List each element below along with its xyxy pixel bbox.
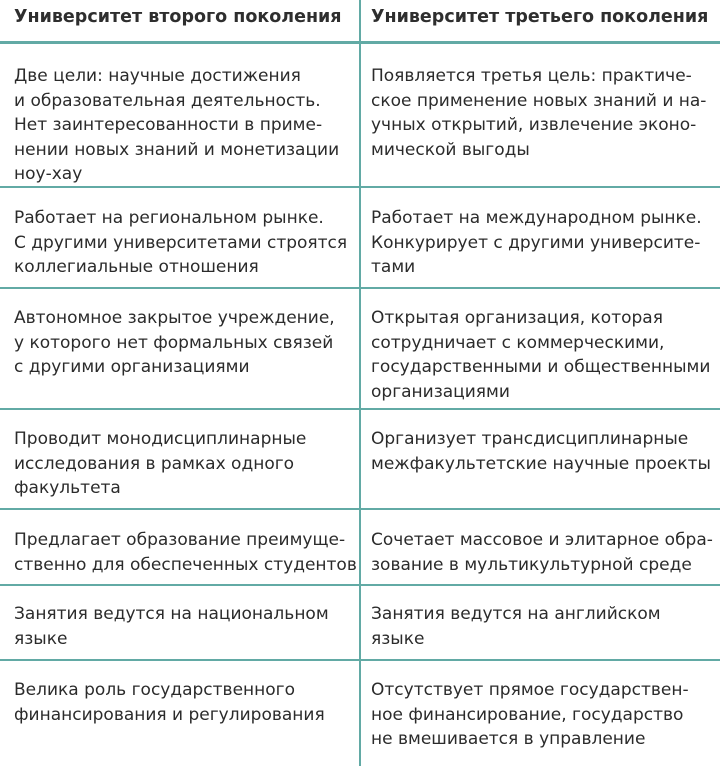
row-divider [0,659,720,661]
second-gen-cell: Автономное закрытое учреждение, у которого нет формальных связей с другими организациями [14,308,335,377]
second-gen-cell: Работает на региональном рынке. С другими университетами строятся коллегиальные отношения [14,208,348,277]
third-gen-cell: Занятия ведутся на английском языке [371,604,661,649]
table-header [0,0,720,43]
row-divider [0,508,720,510]
row-divider [0,584,720,586]
second-gen-cell: Две цели: научные достижения и образовательная деятельность. Нет заинтересованности в приме- нении новых знаний и монетизации ноу-хау [14,66,340,184]
row-divider [0,186,720,188]
third-gen-cell: Организует трансдисциплинарные межфакультетские научные проекты [371,429,711,474]
third-gen-cell: Отсутствует прямое государствен- ное финансирование, государство не вмешивается в управление [371,680,689,749]
header-third-generation: Университет третьего поколения [371,7,709,27]
second-gen-cell: Велика роль государственного финансирования и регулирования [14,680,325,725]
third-gen-cell: Работает на международном рынке. Конкурирует с другими университе- тами [371,208,702,277]
header-second-generation: Университет второго поколения [14,7,342,27]
third-gen-cell: Открытая организация, которая сотрудничает с коммерческими, государственными и общественными организациями [371,308,711,402]
row-divider [0,408,720,410]
third-gen-cell: Появляется третья цель: практиче- ское применение новых знаний и на- учных открытий, извлечение эконо- мической выгоды [371,66,707,160]
second-gen-cell: Проводит монодисциплинарные исследования в рамках одного факультета [14,429,307,498]
third-gen-cell: Сочетает массовое и элитарное обра- зование в мультикультурной среде [371,530,713,575]
second-gen-cell: Предлагает образование преимуще- ственно для обеспеченных студентов [14,530,357,575]
row-divider [0,287,720,289]
header-divider [0,41,720,44]
second-gen-cell: Занятия ведутся на национальном языке [14,604,329,649]
column-divider [359,0,361,766]
